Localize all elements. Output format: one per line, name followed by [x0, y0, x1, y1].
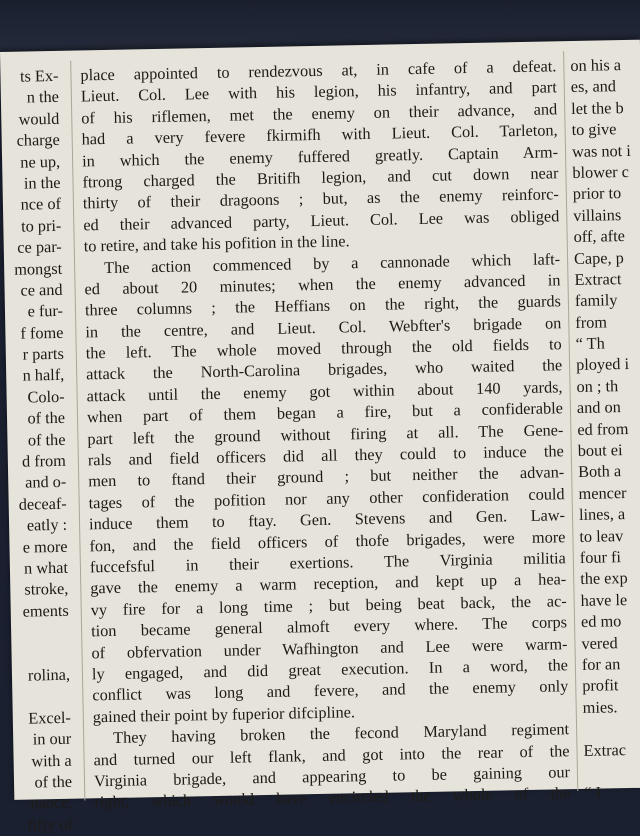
text-line: to pri-	[20, 215, 62, 236]
text-line: ed mo	[580, 611, 622, 632]
text-line: Extract	[574, 269, 622, 289]
text-line	[584, 759, 640, 782]
text-line: ed from	[577, 418, 629, 439]
text-line: when part of them began a fire, but a confiderable	[86, 398, 564, 427]
text-line: blower c	[572, 161, 630, 182]
text-line: from	[575, 312, 608, 332]
text-line: attack the North-Carolina brigades, who waited the	[86, 355, 563, 384]
text-line: lines, a	[578, 504, 626, 525]
text-line: right, which would have encircled the whole of the	[94, 783, 571, 812]
text-line: The action commenced by a cannonade which laft-	[103, 248, 561, 277]
text-line: thirty of their dragoons ; but, as the enemy reinforc-	[82, 184, 560, 213]
text-line: ed about 20 minutes; when the enemy advanced in	[84, 270, 561, 299]
text-line: Excel-	[28, 707, 71, 728]
text-line: had a very fevere fkirmifh with Lieut. Col. Tarleton,	[81, 120, 558, 149]
text-line: on ; th	[576, 376, 619, 396]
text-line: deceaf-	[18, 493, 67, 514]
text-line: to give	[571, 119, 617, 140]
text-line: in our	[32, 728, 72, 749]
text-line: four fi	[579, 547, 622, 567]
left-column-text	[0, 65, 77, 836]
text-line: part left the ground without firing at all. The Gene-	[87, 419, 564, 449]
text-line: off, afte	[573, 226, 626, 247]
text-line: ly engaged, and did great execution. In a word, the	[91, 655, 569, 684]
text-line: on his a	[570, 55, 622, 76]
text-line: in which the enemy fuffered greatly. Captain Arm-	[81, 141, 559, 171]
text-line: of his riflemen, met the enemy on their advance, and	[81, 99, 558, 128]
text-line: ed their advanced party, Lieut. Col. Lee was obliged	[83, 206, 560, 235]
text-line: was not i	[571, 140, 631, 161]
text-line: n the	[26, 87, 60, 107]
right-column-text	[570, 54, 640, 804]
text-line: in the centre, and Lieut. Col. Webfter's brigade on	[85, 312, 562, 342]
text-line: the left. The whole moved through the old fields to	[85, 334, 562, 363]
text-line	[11, 621, 73, 644]
text-line: ce par-	[17, 236, 62, 257]
text-line	[12, 685, 74, 708]
text-line: gave the enemy a warm reception, and kept up a hea-	[90, 569, 567, 598]
text-line: attack until the enemy got within about 140 yards,	[86, 377, 563, 406]
text-line: bout ei	[577, 440, 623, 461]
text-line: to retire, and take his pofition in the line.	[83, 231, 350, 256]
text-line: induce them to ftay. Gen. Stevens and Gen. Law-	[88, 505, 566, 534]
text-line: rals and field officers did all they could to induce the	[87, 441, 564, 470]
text-line: r parts	[22, 343, 64, 364]
text-line: of the	[27, 429, 66, 450]
text-line: Lieut. Col. Lee with his legion, his infantry, and part	[80, 77, 557, 106]
text-line: of the	[34, 771, 73, 792]
text-line: would	[18, 108, 60, 129]
text-line: mencer	[578, 482, 627, 503]
text-line: villains	[573, 204, 622, 225]
text-line: fifty of	[26, 814, 74, 835]
text-line: f fome	[20, 322, 64, 343]
text-line: and o-	[24, 472, 67, 493]
text-line: let the b	[571, 97, 624, 118]
text-line: Colo-	[27, 386, 65, 407]
text-line	[11, 642, 73, 665]
text-line: n what	[23, 557, 69, 578]
text-line: mies.	[582, 696, 618, 717]
text-line: ne up,	[20, 151, 61, 172]
text-line: in the	[23, 172, 61, 193]
text-line: es, and	[570, 76, 617, 97]
text-line: nance,	[30, 793, 73, 813]
text-line: They having broken the fecond Maryland regiment	[112, 719, 570, 748]
text-line: the exp	[580, 568, 628, 589]
text-line: “ I	[584, 782, 602, 803]
main-column-text	[80, 55, 570, 813]
text-line: mongst	[14, 258, 63, 279]
newspaper-page	[0, 40, 640, 835]
text-line: ftrong charged the Britifh legion, and cut down near	[82, 163, 559, 192]
text-line: Extrac	[583, 739, 627, 760]
text-line: for an	[581, 654, 621, 674]
text-line: men to ftand their ground ; but neither the advan-	[88, 462, 565, 491]
text-line: “ Th	[575, 333, 605, 354]
text-line: charge	[16, 130, 60, 150]
text-line: tion became general almoft every where. The corps	[90, 612, 568, 641]
text-line: family	[574, 290, 618, 311]
text-line: eatly :	[26, 515, 68, 535]
text-line: prior to	[572, 183, 622, 204]
text-line: and on	[576, 397, 621, 418]
text-line: ements	[22, 600, 69, 621]
text-line: of the	[27, 408, 66, 428]
text-line: fon, and the field officers of thofe brigades, were more	[89, 526, 566, 555]
text-line: rolina,	[27, 664, 71, 685]
text-line: stroke,	[24, 579, 69, 600]
text-line: ce and	[20, 279, 63, 300]
text-line: gained their point by fuperior difcipline.	[92, 702, 356, 727]
text-line: d from	[21, 450, 67, 471]
text-line: n half,	[22, 365, 65, 386]
text-line: tages of the pofition nor any other confideration could	[88, 484, 565, 513]
text-line: Cape, p	[573, 247, 624, 268]
text-line: Both a	[577, 461, 622, 482]
text-line	[583, 717, 640, 740]
text-line: with a	[31, 750, 72, 771]
text-line: vy fire for a long time ; but being beat back, the ac-	[90, 590, 567, 620]
text-line: fuccefsful in their exertions. The Virginia militia	[89, 548, 566, 577]
text-line: ployed i	[575, 354, 630, 375]
text-line: have le	[580, 589, 628, 610]
text-line: conflict was long and fevere, and the enemy only	[92, 676, 569, 705]
text-line: place appointed to rendezvous at, in cafe of a defeat.	[80, 56, 557, 85]
text-line: of obfervation under Wafhington and Lee were warm-	[91, 633, 568, 662]
text-line: e fur-	[27, 301, 64, 321]
text-line: ts Ex-	[19, 65, 59, 86]
text-line: vered	[581, 632, 618, 653]
text-line: Virginia brigade, and appearing to be gaining our	[93, 762, 571, 791]
text-line: to leav	[579, 525, 624, 546]
text-line: nce of	[20, 194, 62, 214]
text-line: profit	[582, 675, 619, 696]
text-line: and turned our left flank, and got into the rear of the	[93, 740, 570, 769]
text-line: three columns ; the Heffians on the right, the guards	[84, 291, 562, 320]
text-line: e more	[22, 536, 68, 557]
